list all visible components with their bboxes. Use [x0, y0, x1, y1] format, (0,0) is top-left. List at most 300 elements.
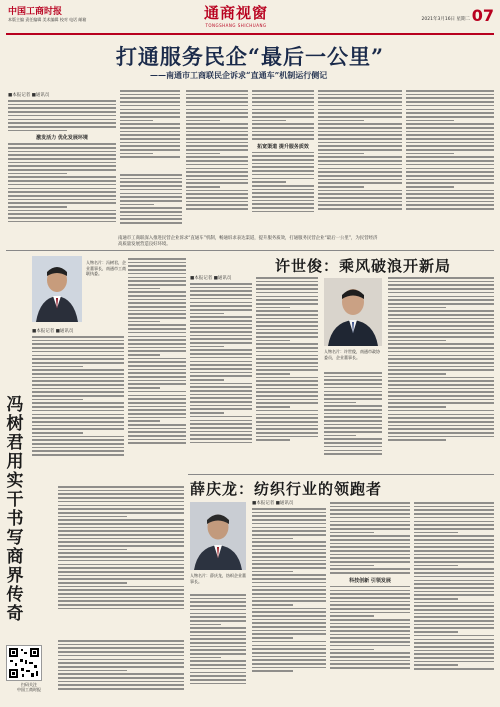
- text-line: [190, 675, 246, 677]
- text-line: [58, 681, 184, 683]
- text-line: [190, 302, 252, 304]
- text-line: [252, 512, 326, 514]
- text-line: [388, 347, 494, 349]
- text-line: [186, 123, 248, 125]
- text-line: [190, 386, 252, 388]
- text-line: [318, 127, 402, 129]
- text-line: [58, 530, 184, 532]
- text-line: [8, 173, 67, 175]
- text-line: [120, 153, 153, 155]
- text-line: [190, 372, 252, 374]
- body-text-block: [388, 277, 494, 441]
- text-line: [32, 414, 124, 416]
- text-line: [330, 572, 410, 574]
- text-line: [128, 332, 186, 334]
- text-line: [330, 557, 410, 559]
- text-line: [330, 660, 410, 662]
- text-line: [32, 450, 124, 452]
- text-line: [330, 612, 410, 614]
- lead-article-col-6: [406, 88, 494, 232]
- text-line: [330, 521, 410, 523]
- body-text-block: [128, 258, 186, 444]
- text-line: [318, 131, 402, 133]
- qr-source: 中国工商时报: [17, 687, 41, 692]
- text-line: [186, 105, 248, 107]
- text-line: [252, 523, 326, 525]
- text-line: [256, 402, 318, 404]
- text-line: [318, 94, 402, 96]
- text-line: [120, 101, 180, 103]
- text-line: [388, 351, 494, 353]
- text-line: [128, 398, 186, 400]
- text-line: [252, 545, 326, 547]
- text-line: [388, 318, 494, 320]
- text-line: [120, 138, 180, 140]
- text-line: [318, 101, 402, 103]
- text-line: [128, 284, 186, 286]
- text-line: [330, 535, 410, 537]
- text-line: [252, 207, 314, 209]
- text-line: [414, 594, 494, 596]
- text-line: [414, 535, 494, 537]
- text-line: [330, 663, 410, 665]
- text-line: [252, 574, 326, 576]
- text-line: [58, 688, 184, 690]
- text-line: [318, 175, 402, 177]
- text-line: [252, 597, 326, 599]
- text-line: [186, 94, 248, 96]
- text-line: [120, 222, 182, 224]
- qr-code[interactable]: [6, 645, 42, 681]
- text-line: [330, 652, 410, 654]
- text-line: [32, 351, 124, 353]
- text-line: [190, 420, 252, 422]
- text-line: [414, 605, 494, 607]
- lead-byline: ■本报记者 ■通讯员: [8, 93, 50, 98]
- text-line: [256, 436, 318, 438]
- text-line: [414, 598, 458, 600]
- text-line: [256, 421, 318, 423]
- text-line: [406, 182, 494, 184]
- text-line: [414, 627, 494, 629]
- text-line: [318, 112, 402, 114]
- text-line: [256, 432, 318, 434]
- text-line: [256, 314, 318, 316]
- text-line: [128, 358, 186, 360]
- text-line: [388, 321, 494, 323]
- text-line: [128, 336, 186, 338]
- text-line: [186, 153, 220, 155]
- text-line: [324, 420, 382, 422]
- text-line: [414, 635, 494, 637]
- text-line: [414, 642, 494, 644]
- text-line: [128, 317, 186, 319]
- text-line: [32, 355, 124, 357]
- text-line: [388, 391, 494, 393]
- masthead: [0, 0, 500, 34]
- body-text-block: [58, 640, 184, 690]
- xue-byline: ■本报记者 ■通讯员: [252, 501, 294, 506]
- text-line: [406, 138, 494, 140]
- text-line: [120, 215, 182, 217]
- text-line: [190, 431, 252, 433]
- text-line: [128, 365, 186, 367]
- lead-subhead-1: 激发活力 优化发展环境: [36, 135, 88, 142]
- text-line: [414, 502, 494, 504]
- text-line: [128, 431, 186, 433]
- text-line: [324, 398, 382, 400]
- text-line: [32, 362, 124, 364]
- text-line: [330, 568, 410, 570]
- text-line: [32, 358, 124, 360]
- text-line: [190, 290, 252, 292]
- text-line: [252, 619, 326, 621]
- text-line: [256, 428, 318, 430]
- text-line: [318, 90, 402, 92]
- text-line: [8, 122, 116, 124]
- text-line: [32, 340, 124, 342]
- text-line: [190, 390, 252, 392]
- text-line: [190, 657, 221, 659]
- body-text-block: [414, 502, 494, 670]
- text-line: [190, 394, 252, 396]
- text-line: [330, 608, 410, 610]
- text-line: [414, 509, 494, 511]
- photo-caption-xu: 人物名片：许世俊，南通市政协委员，企业董事长。: [324, 349, 380, 360]
- text-line: [414, 550, 494, 552]
- portrait-photo-xue: [190, 502, 246, 570]
- column-logo: [196, 2, 276, 28]
- text-line: [406, 123, 494, 125]
- text-line: [190, 412, 224, 414]
- text-line: [58, 589, 184, 591]
- text-line: [252, 109, 314, 111]
- text-line: [406, 164, 494, 166]
- text-line: [330, 550, 410, 552]
- text-line: [406, 193, 494, 195]
- text-line: [256, 384, 318, 386]
- text-line: [190, 309, 252, 311]
- lead-subhead-2: 拓宽渠道 提升服务质效: [257, 143, 309, 150]
- text-line: [330, 597, 410, 599]
- text-line: [120, 112, 180, 114]
- text-line: [128, 424, 186, 426]
- body-text-block: [190, 594, 246, 684]
- text-line: [252, 622, 326, 624]
- text-line: [128, 428, 186, 430]
- text-line: [120, 127, 180, 129]
- text-line: [256, 395, 318, 397]
- text-line: [252, 648, 326, 650]
- text-line: [252, 196, 314, 198]
- text-line: [190, 594, 246, 596]
- photo-caption-feng: 人物名片：冯树君，企业董事长，南通市工商联执委。: [86, 260, 126, 276]
- text-line: [128, 273, 186, 275]
- text-line: [8, 202, 116, 204]
- text-line: [58, 677, 184, 679]
- text-line: [128, 324, 186, 326]
- profile-vertical-title: 冯树君 用实干书写商界传奇: [6, 395, 24, 624]
- text-line: [58, 519, 184, 521]
- text-line: [128, 354, 160, 356]
- text-line: [8, 147, 116, 149]
- text-line: [190, 327, 252, 329]
- text-line: [58, 549, 127, 551]
- text-line: [330, 528, 410, 530]
- text-line: [190, 401, 252, 403]
- body-text-block: [8, 143, 116, 222]
- text-line: [190, 408, 252, 410]
- text-line: [186, 101, 248, 103]
- text-line: [256, 391, 318, 393]
- text-line: [318, 171, 402, 173]
- text-line: [252, 567, 326, 569]
- lead-subheadline: ——南通市工商联民企诉求“直通车”机制运行侧记: [150, 70, 328, 80]
- text-line: [8, 206, 67, 208]
- text-line: [252, 508, 326, 510]
- text-line: [414, 639, 494, 641]
- text-line: [252, 549, 326, 551]
- text-line: [318, 156, 402, 158]
- text-line: [58, 586, 184, 588]
- text-line: [32, 443, 124, 445]
- text-line: [128, 277, 186, 279]
- text-line: [252, 630, 326, 632]
- text-line: [388, 284, 494, 286]
- xu-article-col-2: [256, 275, 318, 471]
- text-line: [128, 361, 186, 363]
- text-line: [330, 637, 410, 639]
- text-line: [190, 616, 246, 618]
- text-line: [252, 663, 326, 665]
- text-line: [120, 142, 180, 144]
- text-line: [190, 609, 246, 611]
- text-line: [32, 343, 124, 345]
- text-line: [32, 369, 124, 371]
- text-line: [186, 156, 248, 158]
- text-line: [128, 402, 186, 404]
- body-text-block: [330, 502, 410, 574]
- text-line: [128, 383, 186, 385]
- text-line: [406, 105, 494, 107]
- text-line: [252, 641, 326, 643]
- text-line: [128, 369, 186, 371]
- text-line: [414, 653, 494, 655]
- text-line: [8, 213, 116, 215]
- text-line: [330, 667, 410, 669]
- text-line: [120, 189, 182, 191]
- text-line: [128, 417, 186, 419]
- text-line: [388, 369, 494, 371]
- text-line: [318, 164, 402, 166]
- text-line: [252, 527, 326, 529]
- text-line: [252, 578, 326, 580]
- text-line: [190, 397, 252, 399]
- text-line: [128, 299, 186, 301]
- text-line: [8, 191, 116, 193]
- text-line: [252, 515, 326, 517]
- text-line: [190, 620, 246, 622]
- text-line: [318, 145, 402, 147]
- text-line: [186, 138, 248, 140]
- text-line: [388, 388, 494, 390]
- text-line: [186, 131, 248, 133]
- text-line: [414, 513, 494, 515]
- text-line: [186, 186, 220, 188]
- text-line: [58, 505, 184, 507]
- text-line: [8, 188, 116, 190]
- text-line: [120, 94, 180, 96]
- text-line: [58, 673, 184, 675]
- text-line: [128, 380, 186, 382]
- text-line: [128, 339, 186, 341]
- text-line: [190, 679, 246, 681]
- text-line: [128, 306, 186, 308]
- text-line: [414, 664, 458, 666]
- text-line: [190, 375, 252, 377]
- text-line: [330, 590, 410, 592]
- text-line: [330, 554, 410, 556]
- text-line: [120, 181, 182, 183]
- text-line: [252, 637, 293, 639]
- issue-date: 2021年3月16日 星期二: [421, 17, 470, 22]
- text-line: [190, 405, 252, 407]
- text-line: [324, 376, 382, 378]
- text-line: [186, 90, 248, 92]
- text-line: [190, 434, 252, 436]
- text-line: [318, 197, 402, 199]
- text-line: [330, 623, 410, 625]
- text-line: [252, 112, 314, 114]
- text-line: [256, 340, 290, 342]
- text-line: [324, 435, 356, 437]
- text-line: [190, 646, 246, 648]
- text-line: [256, 347, 318, 349]
- text-line: [318, 160, 402, 162]
- text-line: [318, 123, 402, 125]
- text-line: [414, 576, 494, 578]
- text-line: [406, 153, 454, 155]
- text-line: [406, 186, 454, 188]
- text-line: [128, 280, 186, 282]
- text-line: [388, 310, 494, 312]
- text-line: [252, 116, 314, 118]
- text-line: [324, 446, 382, 448]
- text-line: [58, 597, 184, 599]
- text-line: [190, 624, 221, 626]
- text-line: [388, 384, 494, 386]
- text-line: [318, 134, 402, 136]
- body-text-block: [318, 90, 402, 210]
- text-line: [186, 109, 248, 111]
- text-line: [252, 604, 293, 606]
- text-line: [58, 486, 184, 488]
- text-line: [120, 207, 182, 209]
- text-line: [190, 631, 246, 633]
- text-line: [8, 100, 116, 102]
- text-line: [186, 160, 248, 162]
- text-line: [414, 561, 494, 563]
- text-line: [8, 162, 116, 164]
- feng-article-col-2: [128, 256, 186, 478]
- text-line: [252, 530, 326, 532]
- text-line: [128, 302, 186, 304]
- xue-article-col-2: [252, 500, 326, 700]
- lead-article-col-5: [318, 88, 402, 232]
- text-line: [256, 296, 318, 298]
- portrait-photo-feng: [32, 256, 82, 322]
- text-line: [190, 342, 252, 344]
- text-line: [32, 406, 124, 408]
- text-line: [256, 380, 318, 382]
- text-line: [128, 313, 186, 315]
- xu-article-col-1: [190, 275, 252, 471]
- text-line: [190, 427, 252, 429]
- text-line: [388, 425, 494, 427]
- text-line: [128, 435, 186, 437]
- text-line: [190, 283, 252, 285]
- text-line: [190, 335, 252, 337]
- text-line: [256, 388, 318, 390]
- body-text-block: [324, 372, 382, 455]
- text-line: [120, 123, 180, 125]
- text-line: [252, 127, 314, 129]
- text-line: [388, 307, 446, 309]
- text-line: [318, 142, 402, 144]
- text-line: [318, 204, 402, 206]
- text-line: [252, 552, 326, 554]
- text-line: [252, 538, 293, 540]
- masthead-rule: [6, 33, 494, 35]
- text-line: [120, 200, 182, 202]
- lead-caption: 南通市工商联深入推进民营企业诉求“直通车”机制，畅通诉求表达渠道，提升服务质效，打通服务民营企业“最后一公里”，为民营经济高质量发展营造良好环境。: [118, 236, 378, 247]
- text-line: [406, 171, 494, 173]
- text-line: [8, 195, 116, 197]
- xu-headline: 许世俊：乘风破浪开新局: [275, 257, 452, 275]
- text-line: [406, 101, 494, 103]
- text-line: [120, 131, 180, 133]
- text-line: [252, 589, 326, 591]
- text-line: [252, 185, 314, 187]
- text-line: [388, 277, 494, 279]
- text-line: [128, 258, 186, 260]
- text-line: [406, 90, 494, 92]
- text-line: [414, 624, 494, 626]
- text-line: [330, 513, 410, 515]
- text-line: [252, 138, 314, 140]
- text-line: [58, 501, 184, 503]
- text-line: [8, 165, 116, 167]
- masthead-meta: 本版主编 责任编辑 美术编辑 校对 电话 邮箱: [8, 17, 87, 22]
- text-line: [330, 509, 410, 511]
- text-line: [190, 364, 252, 366]
- text-line: [414, 620, 494, 622]
- text-line: [8, 210, 116, 212]
- text-line: [330, 532, 374, 534]
- text-line: [256, 366, 318, 368]
- text-line: [330, 619, 410, 621]
- text-line: [120, 145, 180, 147]
- column-pinyin: TONGSHANG SHICHUANG: [205, 23, 267, 28]
- text-line: [186, 149, 248, 151]
- text-line: [324, 442, 382, 444]
- text-line: [190, 379, 224, 381]
- text-line: [318, 138, 402, 140]
- text-line: [414, 521, 494, 523]
- text-line: [256, 373, 290, 375]
- text-line: [414, 557, 494, 559]
- text-line: [128, 291, 186, 293]
